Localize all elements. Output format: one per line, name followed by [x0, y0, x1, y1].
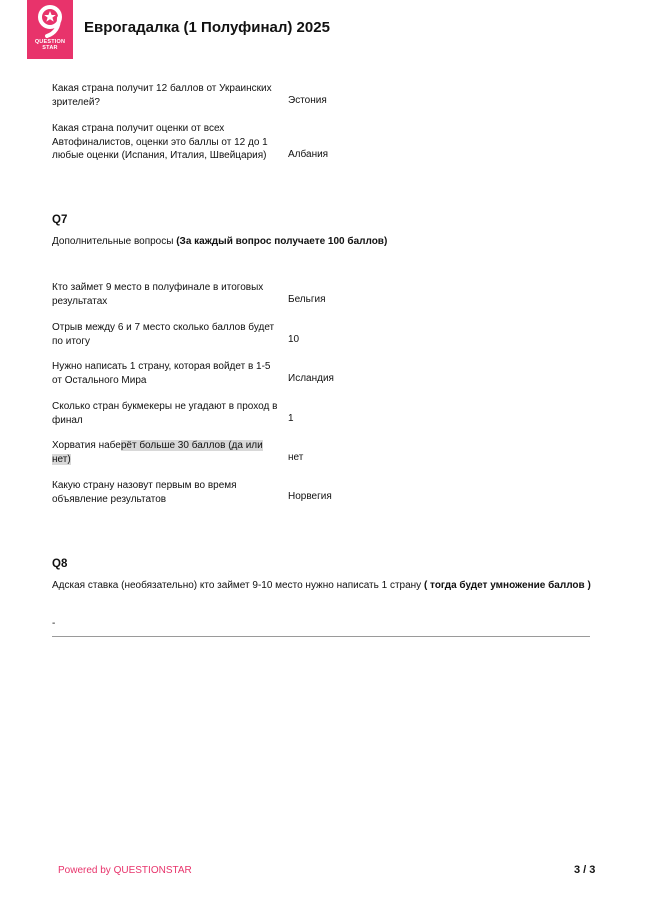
logo-nine-star-icon [35, 4, 65, 38]
answer-text: Эстония [288, 95, 327, 106]
page-number: 3 / 3 [574, 864, 596, 876]
answer-text: 1 [288, 413, 294, 424]
question-text: Нужно написать 1 страну, которая войдет в 1-5 от Остального Мира [52, 361, 271, 386]
answer-text: 10 [288, 334, 300, 345]
question-text: Хорватия наберёт больше 30 баллов (да или нет) [52, 440, 263, 465]
answer-text: Норвегия [288, 491, 332, 502]
question-text: Какая страна получит оценки от всех Автофиналистов, оценки это баллы от 12 до 1 любые оценки (Испания, Италия, Швейцария) [52, 123, 268, 161]
answer-text: Албания [288, 149, 329, 160]
question-text: Какая страна получит 12 баллов от Украинских зрителей? [52, 83, 272, 108]
answer-text: нет [288, 452, 304, 463]
question-text: Кто займет 9 место в полуфинале в итоговых результатах [52, 282, 264, 307]
section-label-q8: Q8 [52, 558, 68, 570]
questionstar-logo [27, 0, 73, 59]
powered-by-text: Powered by QUESTIONSTAR [58, 865, 192, 876]
logo-text: QUESTION STAR [34, 39, 66, 51]
highlighted-text: рёт больше 30 баллов (да или нет) [52, 440, 263, 465]
section-description-q8: Адская ставка (необязательно) кто займет 9-10 место нужно написать 1 страну ( тогда будет умножение баллов ) [52, 580, 591, 591]
answer-text: Исландия [288, 373, 334, 384]
question-text: Сколько стран букмекеры не угадают в проход в финал [52, 401, 278, 426]
answer-underline [52, 636, 590, 637]
question-text: Отрыв между 6 и 7 место сколько баллов будет по итогу [52, 322, 275, 347]
answer-text: Бельгия [288, 294, 326, 305]
section-label-q7: Q7 [52, 214, 68, 226]
answer-text: - [52, 618, 56, 629]
question-text: Какую страну назовут первым во время объявление результатов [52, 480, 237, 505]
document-title: Еврогадалка (1 Полуфинал) 2025 [84, 19, 330, 36]
section-description-q7: Дополнительные вопросы (За каждый вопрос получаете 100 баллов) [52, 236, 388, 247]
